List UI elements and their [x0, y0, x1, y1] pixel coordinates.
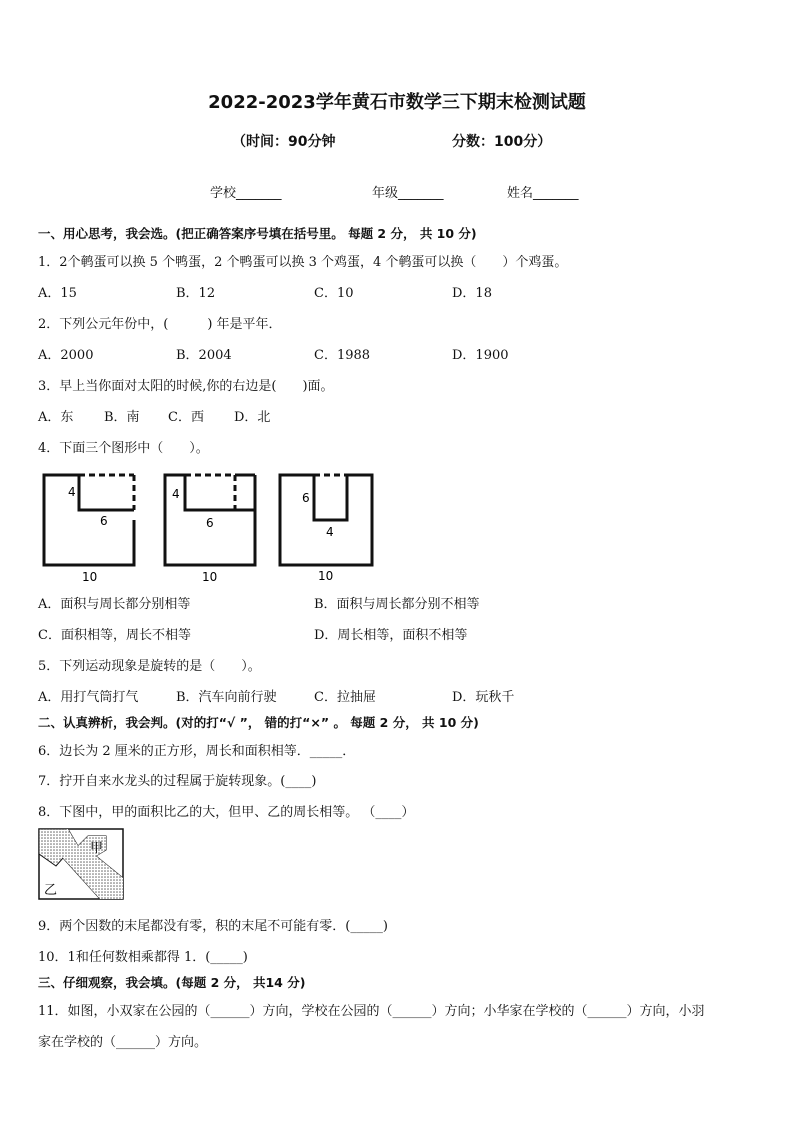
q2-option-c: C．1988 — [314, 348, 371, 363]
q8-text: 8．下图中，甲的面积比乙的大，但甲、乙的周长相等。 （____） — [38, 805, 415, 820]
figure-a-base-label: 10 — [82, 570, 98, 584]
q3-option-b: B．南 — [104, 410, 140, 425]
q11-text-line1: 11．如图，小双家在公园的（______）方向，学校在公园的（______）方向；小华家在学校的（______）方向，小羽 — [38, 1004, 705, 1019]
exam-time: （时间：90分钟 — [232, 134, 336, 150]
school-field: 学校_______ — [210, 186, 282, 201]
q5-option-d: D．玩秋千 — [452, 690, 515, 705]
q5-option-b: B．汽车向前行驶 — [176, 690, 277, 705]
figure-c-side-label: 6 — [302, 491, 310, 505]
q3-text: 3．早上当你面对太阳的时候,你的右边是( )面。 — [38, 379, 334, 394]
q2-option-b: B．2004 — [176, 348, 232, 363]
q1-option-d: D．18 — [452, 286, 492, 301]
label-yi: 乙 — [44, 883, 58, 898]
q3-option-c: C．西 — [168, 410, 204, 425]
q5-option-c: C．拉抽屉 — [314, 690, 376, 705]
figure-a — [44, 475, 134, 565]
q1-text: 1．2个鹌蛋可以换 5 个鸭蛋，2 个鸭蛋可以换 3 个鸡蛋，4 个鹌蛋可以换（ ）个鸡蛋。 — [38, 255, 568, 270]
figure-b-base-label: 10 — [202, 570, 218, 584]
figure-c-bottom-label: 4 — [326, 525, 334, 539]
q4-figures — [30, 468, 390, 586]
section3-heading: 三、仔细观察，我会填。(每题 2 分， 共14 分) — [38, 975, 306, 990]
name-field: 姓名_______ — [507, 186, 579, 201]
q2-option-a: A．2000 — [38, 348, 94, 363]
q4-text: 4．下面三个图形中（ ）。 — [38, 441, 209, 456]
q5-option-a: A．用打气筒打气 — [38, 690, 139, 705]
section1-heading: 一、用心思考，我会选。(把正确答案序号填在括号里。 每题 2 分， 共 10 分) — [38, 226, 477, 241]
q11-text-line2: 家在学校的（______）方向。 — [38, 1035, 208, 1050]
q10-text: 10．1和任何数相乘都得 1．(_____) — [38, 950, 248, 965]
q1-option-a: A．15 — [38, 286, 77, 301]
section2-heading: 二、认真辨析，我会判。(对的打“√ ”， 错的打“×” 。 每题 2 分， 共 10 分) — [38, 715, 479, 730]
figure-c — [280, 475, 372, 565]
grade-field: 年级_______ — [372, 186, 444, 201]
figure-a-side-label: 4 — [68, 485, 76, 499]
q7-text: 7．拧开自来水龙头的过程属于旋转现象。(____) — [38, 774, 317, 789]
q4-option-c: C．面积相等，周长不相等 — [38, 628, 191, 643]
figure-b-side-label: 4 — [172, 487, 180, 501]
q4-option-b: B．面积与周长都分别不相等 — [314, 597, 480, 612]
q1-option-b: B．12 — [176, 286, 216, 301]
figure-c-base-label: 10 — [318, 569, 334, 583]
q5-text: 5．下列运动现象是旋转的是（ ）。 — [38, 659, 261, 674]
q3-option-d: D．北 — [234, 410, 271, 425]
q8-figure — [38, 828, 124, 900]
exam-score: 分数：100分） — [452, 134, 552, 150]
figure-b-bottom-label: 6 — [206, 516, 214, 530]
q4-option-a: A．面积与周长都分别相等 — [38, 597, 191, 612]
exam-title: 2022-2023学年黄石市数学三下期末检测试题 — [208, 92, 586, 113]
q2-text: 2．下列公元年份中，( ) 年是平年． — [38, 317, 282, 332]
q3-option-a: A．东 — [38, 410, 74, 425]
q2-option-d: D．1900 — [452, 348, 509, 363]
q1-option-c: C．10 — [314, 286, 354, 301]
q6-text: 6．边长为 2 厘米的正方形，周长和面积相等．_____． — [38, 744, 356, 759]
figure-a-bottom-label: 6 — [100, 514, 108, 528]
q4-option-d: D．周长相等，面积不相等 — [314, 628, 468, 643]
label-jia: 甲 — [90, 841, 104, 856]
q9-text: 9．两个因数的末尾都没有零，积的末尾不可能有零．(_____) — [38, 919, 388, 934]
